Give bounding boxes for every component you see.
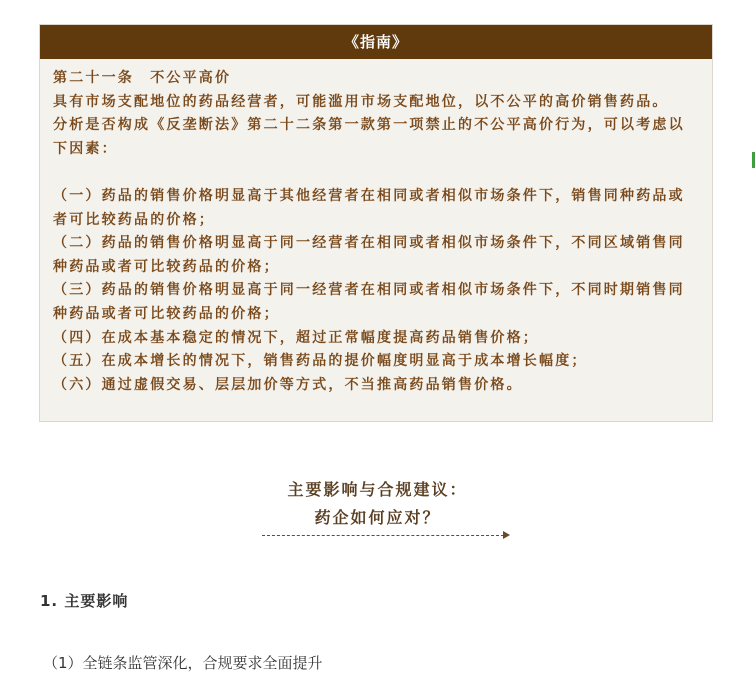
guide-item-1: （一）药品的销售价格明显高于其他经营者在相同或者相似市场条件下，销售同种药品或者可比较药品的价格； (53, 187, 685, 228)
section-heading-line-2: 药企如何应对？ (314, 508, 441, 527)
guide-paragraph-2: 分析是否构成《反垄断法》第二十二条第一款第一项禁止的不公平高价行为，可以考虑以下因素： (53, 117, 685, 157)
guide-item-5: （五）在成本增长的情况下，销售药品的提价幅度明显高于成本增长幅度； (53, 353, 588, 370)
article-title: 第二十一条 不公平高价 (53, 70, 232, 86)
guide-header: 《指南》 (40, 25, 712, 59)
paragraph-spacer (53, 161, 700, 185)
section-heading (0, 476, 755, 532)
guide-item-4: （四）在成本基本稳定的情况下，超过正常幅度提高药品销售价格； (53, 329, 539, 346)
dashed-divider (262, 535, 504, 536)
section-heading-line-1: 主要影响与合规建议： (287, 480, 468, 499)
subsection-title: （1）全链条监管深化，合规要求全面提升 (43, 654, 323, 672)
guide-item-3: （三）药品的销售价格明显高于同一经营者在相同或者相似市场条件下，不同时期销售同种药品或者可比较药品的价格； (53, 282, 685, 322)
section-title: 1. 主要影响 (40, 592, 129, 610)
guide-body (40, 59, 712, 397)
guide-paragraph-1: 具有市场支配地位的药品经营者，可能滥用市场支配地位，以不公平的高价销售药品。 (53, 93, 669, 110)
guide-item-2: （二）药品的销售价格明显高于同一经营者在相同或者相似市场条件下，不同区域销售同种药品或者可比较药品的价格； (53, 235, 685, 275)
arrow-right-icon (503, 531, 510, 539)
guide-item-6: （六）通过虚假交易、层层加价等方式，不当推高药品销售价格。 (53, 376, 523, 393)
guide-box (39, 24, 713, 422)
